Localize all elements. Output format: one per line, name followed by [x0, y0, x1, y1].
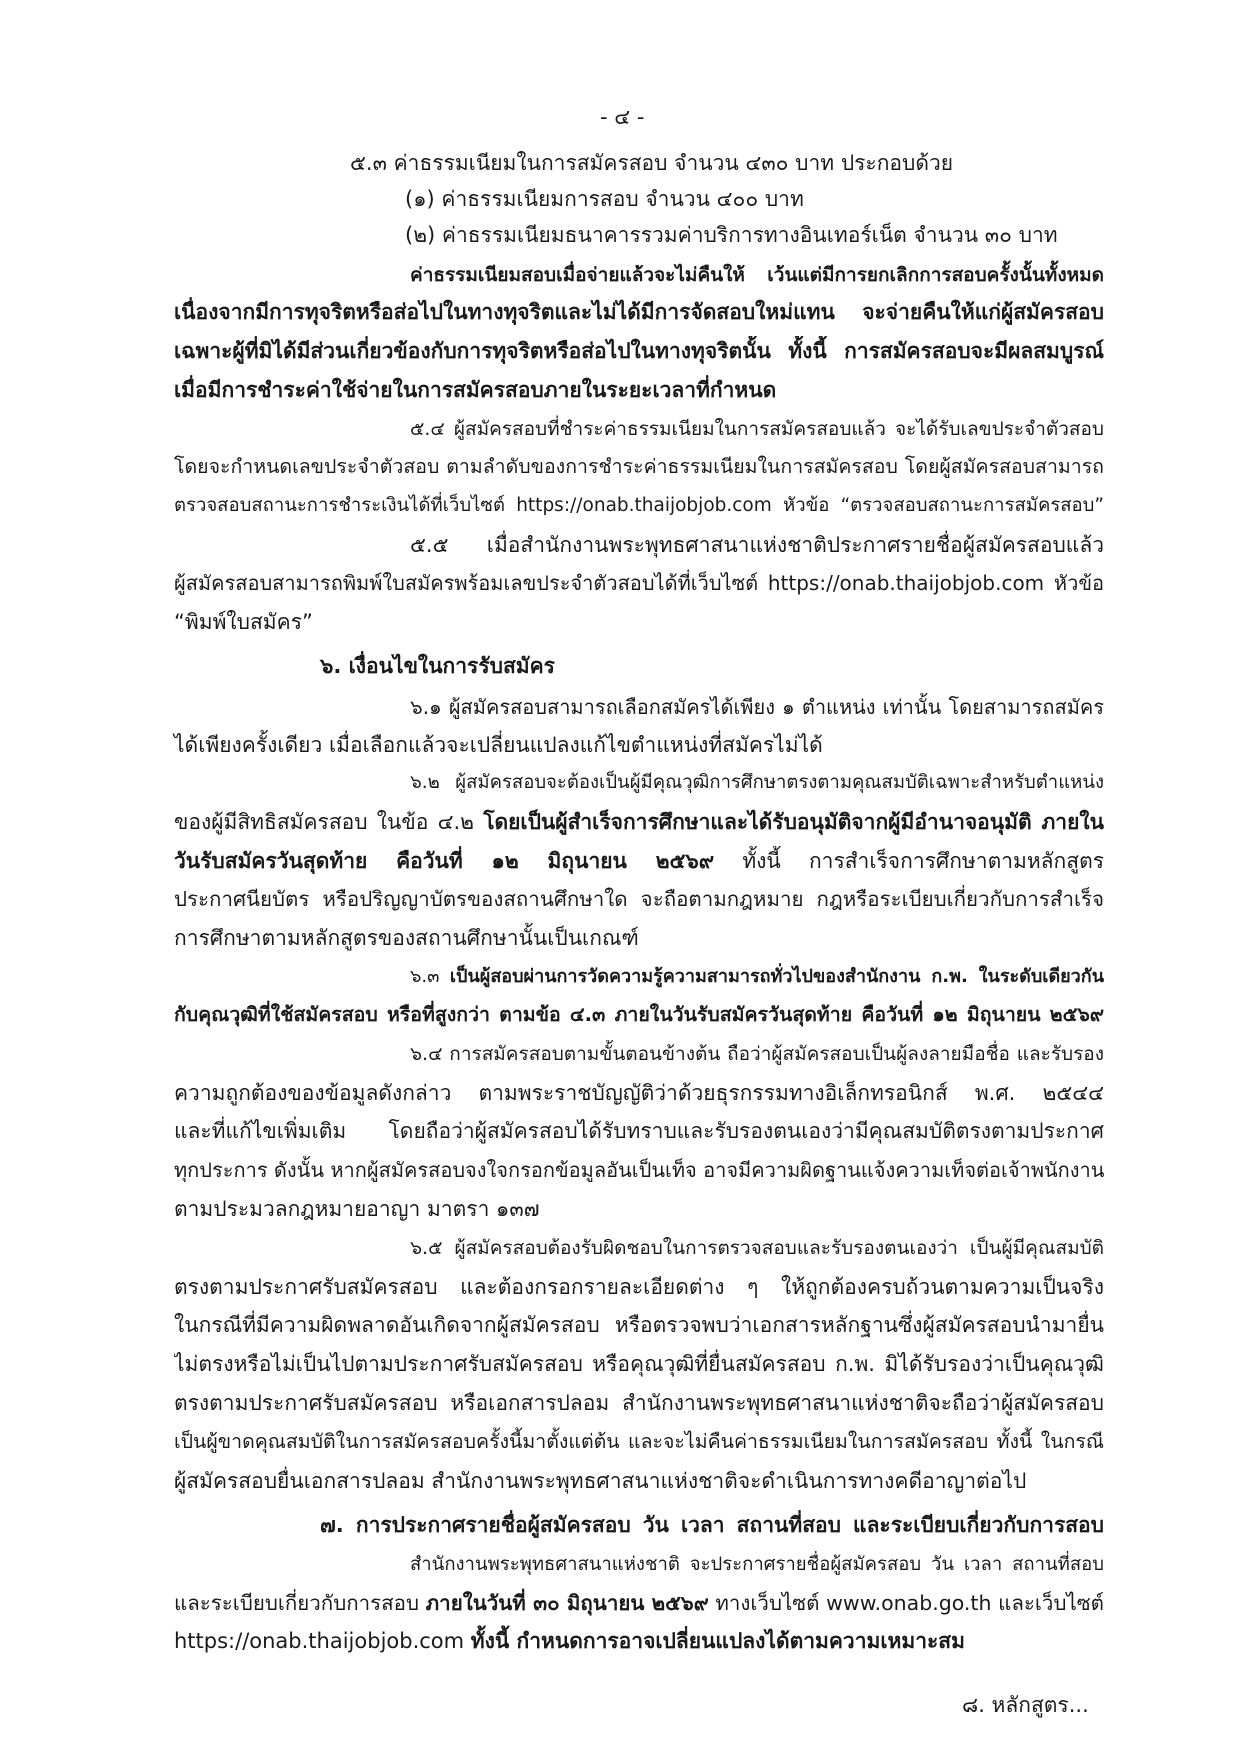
text-line	[410, 962, 1104, 992]
bold-text-run: เป็นผู้สอบผ่านการวัดความรู้ความสามารถทั่วไปของสำนักงาน ก.พ. ในระดับเดียวกัน	[449, 966, 1104, 987]
text-line	[174, 1194, 540, 1224]
text-line	[174, 452, 1104, 482]
bold-text-run: โดยเป็นผู้สำเร็จการศึกษาและได้รับอนุมัติจากผู้มีอำนาจอนุมัติ ภายใน	[483, 810, 1104, 834]
text-run: ทุกประการ ดังนั้น หากผู้สมัครสอบจงใจกรอกข้อมูลอันเป็นเท็จ อาจมีความผิดฐานแจ้งความเท็จต่อเจ้าพนักงาน	[174, 1158, 1104, 1182]
text-run: ตรงตามประกาศรับสมัครสอบ หรือเอกสารปลอม สำนักงานพระพุทธศาสนาแห่งชาติจะถือว่าผู้สมัครสอบ	[174, 1391, 1104, 1415]
text-line	[174, 375, 776, 405]
text-line	[174, 884, 1104, 914]
text-line	[410, 768, 1104, 798]
text-run: ๕.๕ เมื่อสำนักงานพระพุทธศาสนาแห่งชาติประกาศรายชื่อผู้สมัครสอบแล้ว	[410, 533, 1104, 557]
text-line	[174, 807, 1104, 837]
text-line	[410, 1550, 1104, 1580]
text-line	[174, 607, 313, 637]
text-line	[174, 730, 823, 760]
text-run: ผู้สมัครสอบสามารถพิมพ์ใบสมัครพร้อมเลขประจำตัวสอบได้ที่เว็บไซต์ https://onab.thaijobjob.com หัวข้อ	[174, 571, 1104, 595]
text-line	[405, 220, 1058, 250]
text-run: ของผู้มีสิทธิสมัครสอบ ในข้อ ๔.๒	[174, 810, 484, 834]
text-line	[174, 1078, 1104, 1108]
text-line	[350, 148, 953, 178]
text-run: ๕.๔ ผู้สมัครสอบที่ชำระค่าธรรมเนียมในการสมัครสอบแล้ว จะได้รับเลขประจำตัวสอบ	[410, 418, 1104, 440]
text-run: ได้เพียงครั้งเดียว เมื่อเลือกแล้วจะเปลี่ยนแปลงแก้ไขตำแหน่งที่สมัครไม่ได้	[174, 733, 823, 757]
text-run: ๖.๓	[410, 966, 450, 987]
text-line	[174, 297, 1104, 327]
text-run: ตรงตามประกาศรับสมัครสอบ และต้องกรอกรายละเอียดต่าง ๆ ให้ถูกต้องครบถ้วนตามความเป็นจริง	[174, 1275, 1104, 1299]
text-run: ไม่ตรงหรือไม่เป็นไปตามประกาศรับสมัครสอบ หรือคุณวุฒิที่ยื่นสมัครสอบ ก.พ. มิได้รับรองว่าเป็นคุณวุฒิ	[174, 1352, 1104, 1376]
text-run: ทั้งนี้ การสำเร็จการศึกษาตามหลักสูตร	[714, 849, 1104, 873]
text-run: (๒) ค่าธรรมเนียมธนาคารรวมค่าบริการทางอินเทอร์เน็ต จำนวน ๓๐ บาท	[405, 223, 1058, 247]
text-run: “พิมพ์ใบสมัคร”	[174, 610, 313, 634]
text-run: โดยจะกำหนดเลขประจำตัวสอบ ตามลำดับของการชำระค่าธรรมเนียมในการสมัครสอบ โดยผู้สมัครสอบสามารถ	[174, 455, 1104, 478]
text-run: เป็นผู้ขาดคุณสมบัติในการสมัครสอบครั้งนี้มาตั้งแต่ต้น และจะไม่คืนค่าธรรมเนียมในการสมัครสอบ ทั้งนี้ ในกรณี	[174, 1430, 1104, 1453]
bold-text-run: เฉพาะผู้ที่มิได้มีส่วนเกี่ยวข้องกับการทุจริตหรือส่อไปในทางทุจริตนั้น ทั้งนี้ การสมัครสอบจะมีผลสมบูรณ์	[174, 339, 1104, 363]
text-run: ตามประมวลกฎหมายอาญา มาตรา ๑๓๗	[174, 1197, 540, 1221]
text-run: ๖.๑ ผู้สมัครสอบสามารถเลือกสมัครได้เพียง ๑ ตำแหน่ง เท่านั้น โดยสามารถสมัคร	[410, 695, 1104, 719]
text-line	[410, 414, 1104, 444]
text-run: ๖.๒ ผู้สมัครสอบจะต้องเป็นผู้มีคุณวุฒิการศึกษาตรงตามคุณสมบัติเฉพาะสำหรับตำแหน่ง	[410, 772, 1104, 793]
text-line	[174, 1626, 965, 1656]
text-run: และระเบียบเกี่ยวกับการสอบ	[174, 1591, 426, 1615]
text-run: ๖.๔ การสมัครสอบตามขั้นตอนข้างต้น ถือว่าผู้สมัครสอบเป็นผู้ลงลายมือชื่อ และรับรอง	[410, 1043, 1104, 1065]
text-line	[320, 651, 555, 681]
text-line	[320, 1510, 1104, 1540]
page-footer-continuation: ๘. หลักสูตร...	[962, 1693, 1089, 1717]
bold-text-run: กับคุณวุฒิที่ใช้สมัครสอบ หรือที่สูงกว่า ตามข้อ ๔.๓ ภายในวันรับสมัครวันสุดท้าย คือวันที่ ๑๒ มิถุนายน ๒๕๖๙	[174, 1003, 1104, 1026]
text-line	[174, 1310, 1104, 1340]
text-run: (๑) ค่าธรรมเนียมการสอบ จำนวน ๔๐๐ บาท	[405, 187, 804, 211]
text-line	[174, 1388, 1104, 1418]
text-line	[174, 846, 1104, 876]
text-run: ประกาศนียบัตร หรือปริญญาบัตรของสถานศึกษาใด จะถือตามกฎหมาย กฎหรือระเบียบเกี่ยวกับการสำเร็จ	[174, 887, 1104, 911]
text-run: และที่แก้ไขเพิ่มเติม โดยถือว่าผู้สมัครสอบได้รับทราบและรับรองตนเองว่ามีคุณสมบัติตรงตามประกาศ	[174, 1119, 1104, 1143]
text-run: ๖.๕ ผู้สมัครสอบต้องรับผิดชอบในการตรวจสอบและรับรองตนเองว่า เป็นผู้มีคุณสมบัติ	[410, 1237, 1104, 1259]
page-number: - ๔ -	[600, 105, 645, 129]
text-line	[174, 1000, 1104, 1030]
text-run: การศึกษาตามหลักสูตรของสถานศึกษานั้นเป็นเกณฑ์	[174, 926, 639, 950]
text-run: ผู้สมัครสอบยื่นเอกสารปลอม สำนักงานพระพุทธศาสนาแห่งชาติจะดำเนินการทางคดีอาญาต่อไป	[174, 1469, 1027, 1493]
text-line	[410, 1039, 1104, 1069]
text-run: ๕.๓ ค่าธรรมเนียมในการสมัครสอบ จำนวน ๔๓๐ บาท ประกอบด้วย	[350, 151, 954, 175]
text-line	[174, 1588, 1104, 1618]
text-line	[410, 260, 1104, 290]
text-line	[174, 1116, 1104, 1146]
bold-text-run: วันรับสมัครวันสุดท้าย คือวันที่ ๑๒ มิถุนายน ๒๕๖๙	[174, 849, 715, 873]
text-line	[410, 530, 1104, 560]
bold-text-run: ทั้งนี้ กำหนดการอาจเปลี่ยนแปลงได้ตามความเหมาะสม	[470, 1629, 965, 1653]
text-line	[405, 184, 804, 214]
text-line	[174, 491, 1104, 521]
text-line	[174, 336, 1104, 366]
text-line	[174, 1466, 1026, 1496]
bold-text-run: เนื่องจากมีการทุจริตหรือส่อไปในทางทุจริตและไม่ได้มีการจัดสอบใหม่แทน จะจ่ายคืนให้แก่ผู้สมัครสอบ	[174, 300, 1104, 324]
text-line	[174, 568, 1104, 598]
text-line	[174, 1349, 1104, 1379]
text-run: ทางเว็บไซต์ www.onab.go.th และเว็บไซต์	[708, 1591, 1104, 1615]
text-run: https://onab.thaijobjob.com	[174, 1629, 471, 1653]
text-line	[174, 923, 639, 953]
text-line	[174, 1427, 1104, 1457]
bold-text-run: ค่าธรรมเนียมสอบเมื่อจ่ายแล้วจะไม่คืนให้ เว้นแต่มีการยกเลิกการสอบครั้งนั้นทั้งหมด	[410, 264, 1104, 286]
text-run: ในกรณีที่มีความผิดพลาดอันเกิดจากผู้สมัครสอบ หรือตรวจพบว่าเอกสารหลักฐานซึ่งผู้สมัครสอบนำมายื่น	[174, 1313, 1104, 1337]
bold-text-run: ๖. เงื่อนไขในการรับสมัคร	[320, 654, 555, 678]
text-line	[174, 1272, 1104, 1302]
bold-text-run: ๗. การประกาศรายชื่อผู้สมัครสอบ วัน เวลา สถานที่สอบ และระเบียบเกี่ยวกับการสอบ	[320, 1513, 1104, 1537]
text-line	[174, 1155, 1104, 1185]
text-line	[410, 1233, 1104, 1263]
text-line	[410, 692, 1104, 722]
text-run: ตรวจสอบสถานะการชำระเงินได้ที่เว็บไซต์ https://onab.thaijobjob.com หัวข้อ “ตรวจสอบสถานะการสมัครสอบ”	[174, 495, 1104, 516]
text-run: ความถูกต้องของข้อมูลดังกล่าว ตามพระราชบัญญัติว่าด้วยธุรกรรมทางอิเล็กทรอนิกส์ พ.ศ. ๒๕๔๔	[174, 1081, 1104, 1105]
text-run: สำนักงานพระพุทธศาสนาแห่งชาติ จะประกาศรายชื่อผู้สมัครสอบ วัน เวลา สถานที่สอบ	[410, 1554, 1104, 1575]
bold-text-run: เมื่อมีการชำระค่าใช้จ่ายในการสมัครสอบภายในระยะเวลาที่กำหนด	[174, 378, 777, 402]
bold-text-run: ภายในวันที่ ๓๐ มิถุนายน ๒๕๖๙	[425, 1591, 709, 1615]
